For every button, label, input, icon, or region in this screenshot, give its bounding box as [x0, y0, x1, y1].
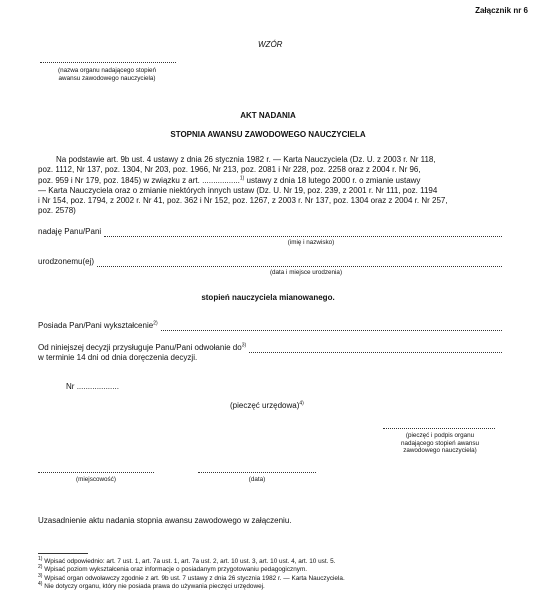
document-subtitle: STOPNIA AWANSU ZAWODOWEGO NAUCZYCIELA: [170, 130, 366, 139]
recipient-name-field[interactable]: [38, 227, 502, 237]
legal-basis-paragraph: Na podstawie art. 9b ust. 4 ustawy z dnia 26 stycznia 1982 r. — Karta Nauczyciela (Dz. U. z 2003 r. Nr 118, poz. 1112, Nr 137, poz. 1304, Nr 203, poz. 1966, Nr 213, poz. 2081 i Nr 228, poz. 2258 oraz z 2004 r. Nr 96, poz. 959 i Nr 179, poz. 1845) w związku z art. .................$^{1)}$ ustawy z dnia 18 lutego 2000 r. o zmianie ustawy — Karta Nauczyciela oraz o zmianie niektórych innych ustaw (Dz. U. Nr 19, poz. 239, z 2001 r. Nr 111, poz. 1194 i Nr 154, poz. 1794, z 2002 r. Nr 41, poz. 362 i Nr 152, poz. 1267, z 2003 r. Nr 137, poz. 1304 oraz z 2004 r. Nr 257, poz. 2578): [38, 155, 448, 216]
date-caption: (data): [248, 476, 266, 483]
footnotes: [38, 555, 518, 591]
document-title: AKT NADANIA: [240, 111, 296, 120]
education-line[interactable]: [161, 323, 502, 331]
template-label: WZÓR: [258, 40, 283, 49]
attachment-number: Załącznik nr 6: [475, 6, 528, 15]
footnote-separator: [38, 553, 88, 554]
document-number: Nr ...................: [66, 382, 119, 391]
official-seal-label: (pieczęć urzędowa)$^{4)}$: [230, 400, 304, 410]
signature-line: [383, 428, 495, 429]
appeal-field[interactable]: [38, 343, 502, 353]
date-line: [198, 472, 316, 473]
footnote-3: $^{3)}$ Wpisać organ odwoławczy zgodnie z art. 9b ust. 7 ustawy z dnia 26 stycznia 1982 r. — Karta Nauczyciela.: [38, 572, 345, 582]
education-field[interactable]: [38, 321, 502, 331]
appeal-line[interactable]: [249, 345, 502, 353]
education-label: Posiada Pan/Pani wykształcenie$^{2)}$: [38, 320, 158, 330]
teacher-degree: stopień nauczyciela mianowanego.: [201, 293, 335, 302]
authority-name-line: [40, 62, 176, 63]
birth-caption: (data i miejsce urodzenia): [269, 269, 343, 276]
birth-line[interactable]: [97, 259, 502, 267]
signature-caption: (pieczęć i podpis organu nadającego stopień awansu zawodowego nauczyciela): [400, 432, 480, 455]
authority-caption: (nazwa organu nadającego stopień awansu zawodowego nauczyciela): [57, 67, 157, 82]
document-number-dots: ...................: [76, 382, 119, 391]
justification-note: Uzasadnienie aktu nadania stopnia awansu zawodowego w załączeniu.: [38, 516, 292, 525]
footnote-4: $^{4)}$ Nie dotyczy organu, który nie posiada prawa do używania pieczęci urzędowej.: [38, 580, 265, 590]
appeal-deadline: w terminie 14 dni od dnia doręczenia decyzji.: [38, 353, 198, 362]
birth-label: urodzonemu(ej): [38, 257, 95, 266]
recipient-name-label: nadaję Panu/Pani: [38, 227, 102, 236]
footnote-2: $^{2)}$ Wpisać poziom wykształcenia oraz informacje o posiadanym przygotowaniu pedagogicznym.: [38, 564, 308, 574]
birth-field[interactable]: [38, 257, 502, 267]
place-caption: (miejscowość): [76, 476, 116, 483]
recipient-name-caption: (imię i nazwisko): [287, 239, 335, 246]
appeal-label: Od niniejszej decyzji przysługuje Panu/Pani odwołanie $do^{3)}$: [38, 342, 247, 352]
place-line: [38, 472, 154, 473]
recipient-name-line[interactable]: [104, 229, 502, 237]
footnote-1: $^{1)}$ Wpisać odpowiednio: art. 7 ust. 1, art. 7a ust. 1, art. 7a ust. 2, art. 10 ust. 3, art. 10 ust. 4, art. 10 ust. 5.: [38, 555, 336, 565]
